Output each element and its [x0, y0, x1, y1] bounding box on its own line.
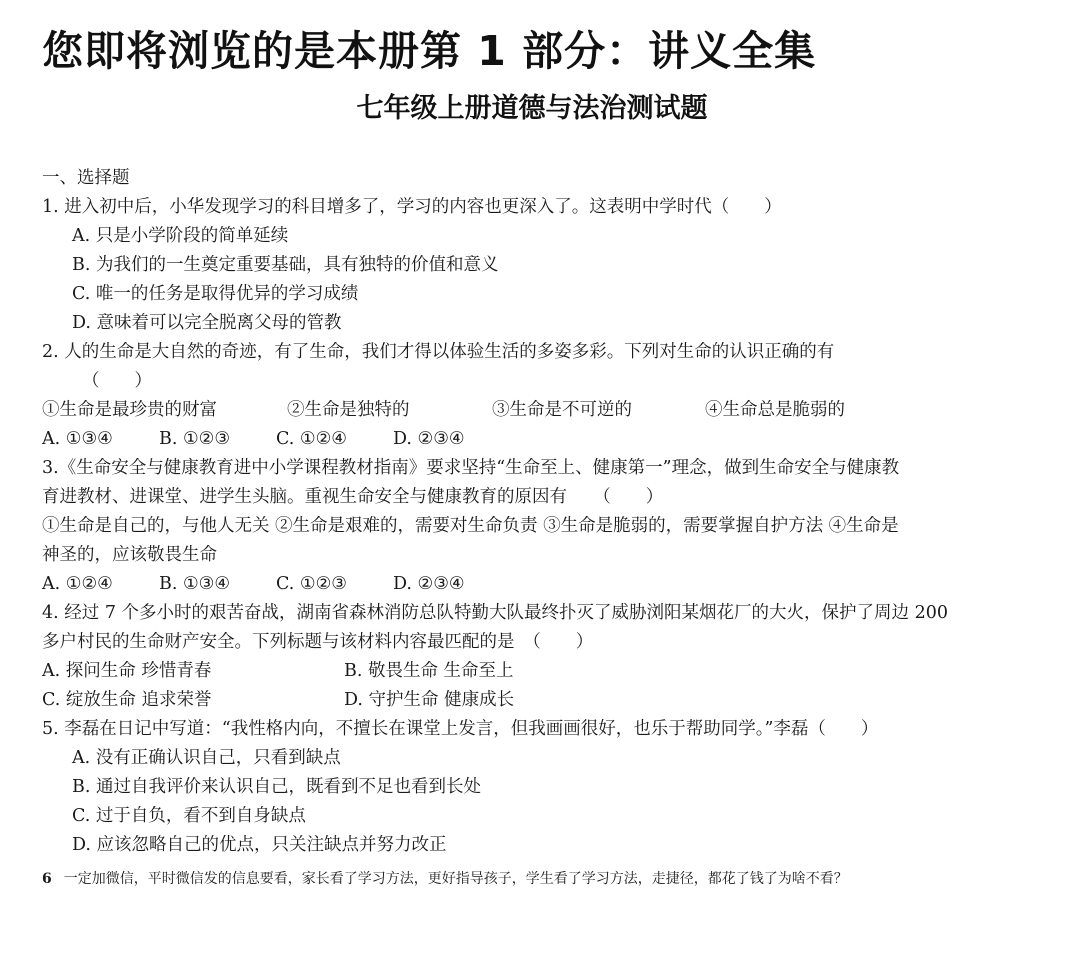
q4-options-row1	[42, 657, 1042, 686]
q3-choice-c: C. ①②③	[276, 574, 347, 594]
q2-statements	[42, 396, 1042, 425]
section-heading: 一、选择题	[42, 168, 130, 188]
q1-option-a: A. 只是小学阶段的简单延续	[72, 226, 289, 246]
q2-statement-2: ②生命是独特的	[287, 400, 410, 420]
q4-option-a: A. 探问生命 珍惜青春	[42, 661, 212, 681]
q2-statement-3: ③生命是不可逆的	[492, 400, 632, 420]
q2-choice-c: C. ①②④	[276, 429, 347, 449]
q4-option-d: D. 守护生命 健康成长	[344, 690, 515, 710]
q3-choice-d: D. ②③④	[393, 574, 465, 594]
q1-option-d: D. 意味着可以完全脱离父母的管教	[72, 313, 342, 333]
footer-note	[42, 868, 848, 888]
q4-options-row2	[42, 686, 1042, 715]
q4-stem-line2: 多户村民的生命财产安全。下列标题与该材料内容最匹配的是 （ ）	[42, 632, 594, 652]
q5-stem: 5. 李磊在日记中写道：“我性格内向，不擅长在课堂上发言，但我画画很好，也乐于帮助同学。”李磊（ ）	[42, 719, 879, 739]
q1-option-c: C. 唯一的任务是取得优异的学习成绩	[72, 284, 359, 304]
q3-choice-b: B. ①③④	[159, 574, 231, 594]
q2-choice-b: B. ①②③	[159, 429, 231, 449]
question-list	[42, 164, 1042, 860]
page-title: 七年级上册道德与法治测试题	[356, 93, 708, 124]
q2-stem: 2. 人的生命是大自然的奇迹，有了生命，我们才得以体验生活的多姿多彩。下列对生命的认识正确的有	[42, 342, 835, 362]
q2-statement-1: ①生命是最珍贵的财富	[42, 400, 217, 420]
q2-choice-d: D. ②③④	[393, 429, 465, 449]
q4-option-b: B. 敬畏生命 生命至上	[344, 661, 514, 681]
q2-choices	[42, 425, 1042, 454]
q2-stem-cont: （ ）	[82, 371, 152, 391]
q5-option-c: C. 过于自负，看不到自身缺点	[72, 806, 306, 826]
q3-statements-line1: ①生命是自己的，与他人无关 ②生命是艰难的，需要对生命负责 ③生命是脆弱的，需要掌握自护方法 ④生命是	[42, 516, 899, 536]
q1-option-b: B. 为我们的一生奠定重要基础，具有独特的价值和意义	[72, 255, 499, 275]
q5-option-d: D. 应该忽略自己的优点，只关注缺点并努力改正	[72, 835, 447, 855]
q4-option-c: C. 绽放生命 追求荣誉	[42, 690, 212, 710]
footer-text: 一定加微信，平时微信发的信息要看，家长看了学习方法，更好指导孩子，学生看了学习方法，走捷径，都花了钱了为啥不看？	[63, 871, 848, 887]
q3-stem-line2: 育进教材、进课堂、进学生头脑。重视生命安全与健康教育的原因有 （ ）	[42, 487, 664, 507]
q3-choice-a: A. ①②④	[42, 574, 113, 594]
q3-statements-line2: 神圣的，应该敬畏生命	[42, 545, 217, 565]
banner-heading: 您即将浏览的是本册第 1 部分：讲义全集	[42, 27, 817, 75]
q4-stem-line1: 4. 经过 7 个多小时的艰苦奋战，湖南省森林消防总队特勤大队最终扑灭了威胁浏阳某烟花厂的大火，保护了周边 200	[42, 603, 948, 623]
q5-option-b: B. 通过自我评价来认识自己，既看到不足也看到长处	[72, 777, 481, 797]
footer-number: 6	[42, 871, 52, 887]
q2-choice-a: A. ①③④	[42, 429, 113, 449]
q3-stem-line1: 3.《生命安全与健康教育进中小学课程教材指南》要求坚持“生命至上、健康第一”理念，做到生命安全与健康教	[42, 458, 900, 478]
q2-statement-4: ④生命总是脆弱的	[705, 400, 845, 420]
q5-option-a: A. 没有正确认识自己，只看到缺点	[72, 748, 341, 768]
q3-choices	[42, 570, 1042, 599]
q1-stem: 1. 进入初中后，小华发现学习的科目增多了，学习的内容也更深入了。这表明中学时代（ ）	[42, 197, 782, 217]
